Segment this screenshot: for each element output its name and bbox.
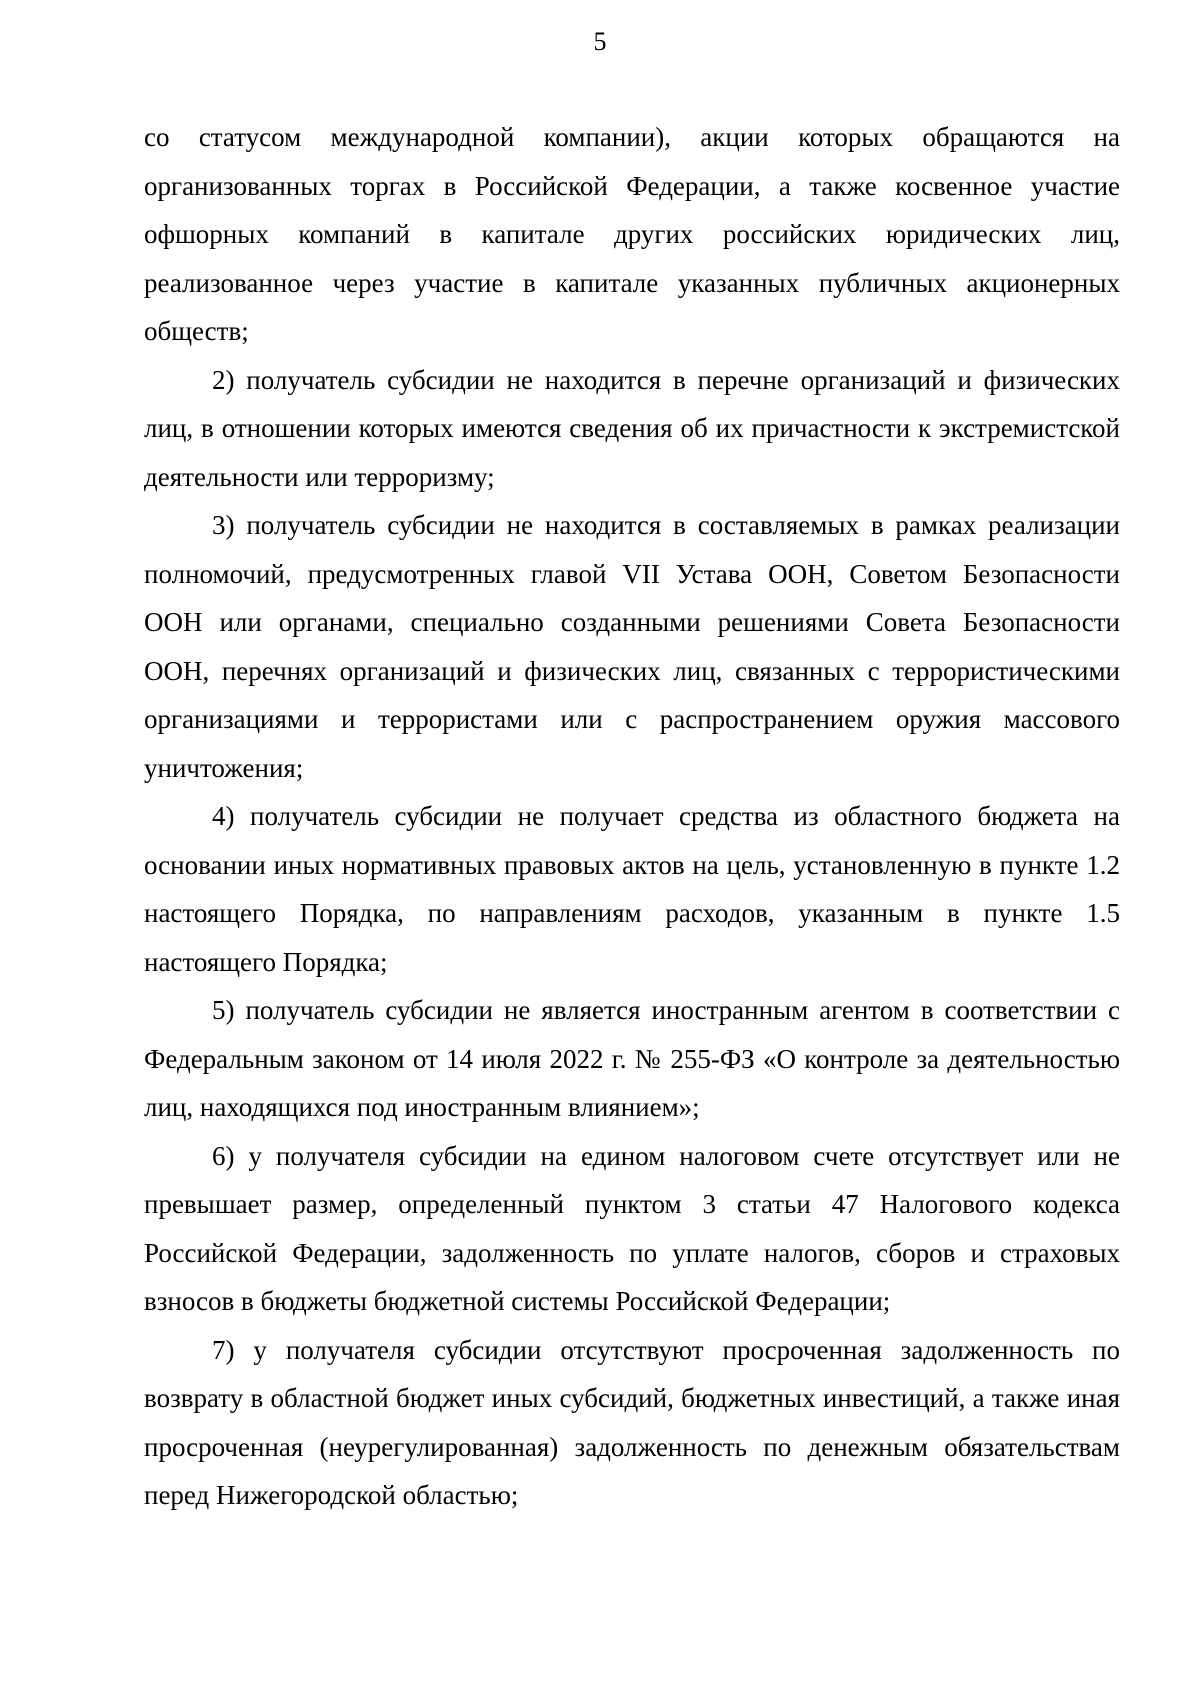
page-number: 5 <box>593 27 607 56</box>
document-body <box>144 113 1120 1520</box>
paragraph-item-7: 7) у получателя субсидии отсутствуют просроченная задолженность по возврату в областной бюджет иных субсидий, бюджетных инвестиций, а также иная просроченная (неурегулированная) задолженность по денежным обязательствам перед Нижегородской областью; <box>144 1334 1120 1510</box>
paragraph-continuation: со статусом международной компании), акции которых обращаются на организованных торгах в Российской Федерации, а также косвенное участие офшорных компаний в капитале других российских юридических лиц, реализованное через участие в капитале указанных публичных акционерных обществ; <box>144 122 1120 346</box>
paragraph-item-3: 3) получатель субсидии не находится в составляемых в рамках реализации полномочий, предусмотренных главой VII Устава ООН, Советом Безопасности ООН или органами, специально созданными решениями Совета Безопасности ООН, перечнях организаций и физических лиц, связанных с террористическими организациями и террористами или с распространением оружия массового уничтожения; <box>144 510 1120 783</box>
paragraph-item-4: 4) получатель субсидии не получает средства из областного бюджета на основании иных нормативных правовых актов на цель, установленную в пункте 1.2 настоящего Порядка, по направлениям расходов, указанным в пункте 1.5 настоящего Порядка; <box>144 801 1120 977</box>
paragraph-item-6: 6) у получателя субсидии на едином налоговом счете отсутствует или не превышает размер, определенный пунктом 3 статьи 47 Налогового кодекса Российской Федерации, задолженность по уплате налогов, сборов и страховых взносов в бюджеты бюджетной системы Российской Федерации; <box>144 1140 1120 1316</box>
paragraph-item-5: 5) получатель субсидии не является иностранным агентом в соответствии с Федеральным законом от 14 июля 2022 г. № 255-ФЗ «О контроле за деятельностью лиц, находящихся под иностранным влиянием»; <box>144 995 1120 1122</box>
paragraph-item-2: 2) получатель субсидии не находится в перечне организаций и физических лиц, в отношении которых имеются сведения об их причастности к экстремистской деятельности или терроризму; <box>144 364 1120 492</box>
